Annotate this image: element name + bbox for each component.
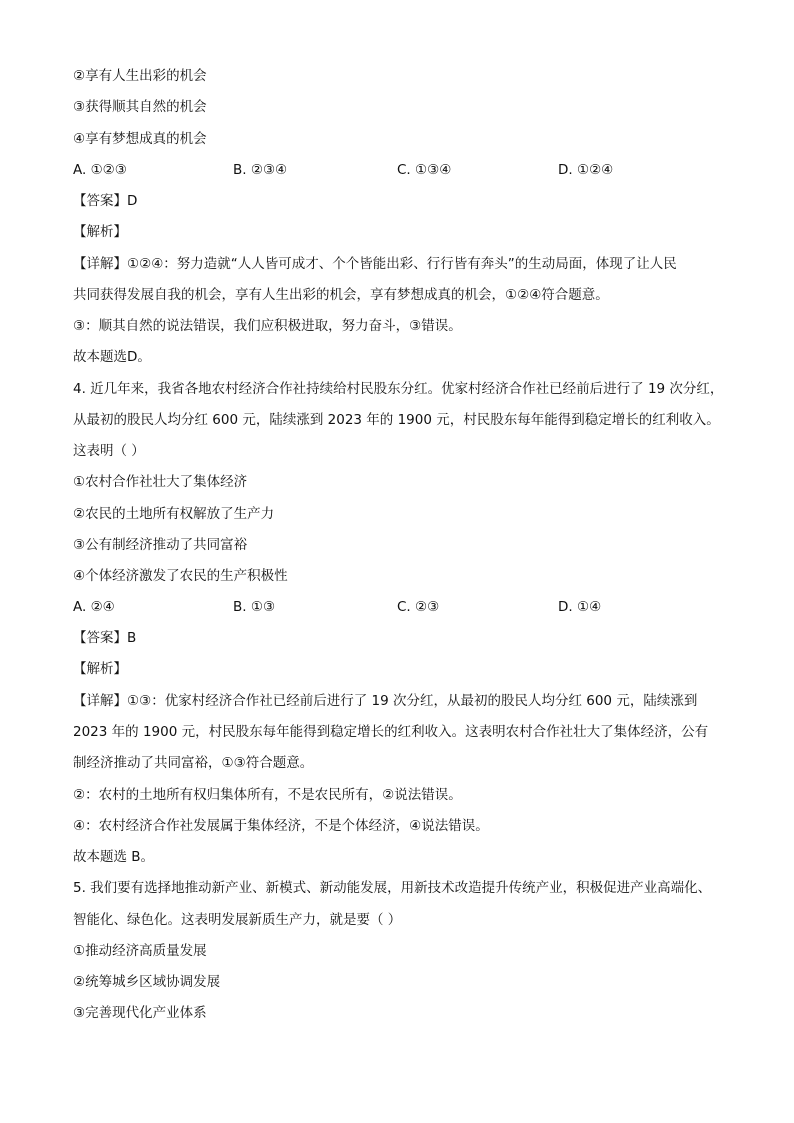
q3-detail-line-3: ③：顺其自然的说法错误，我们应积极进取，努力奋斗，③错误。 (73, 318, 462, 334)
q4-detail-line-2: 2023 年的 1900 元，村民股东每年能得到稳定增长的红利收入。这表明农村合作社壮大了集体经济，公有 (73, 724, 709, 740)
q4-choice-a: A. ②④ (73, 599, 115, 615)
q4-detail-line-4: ②：农村的土地所有权归集体所有，不是农民所有，②说法错误。 (73, 787, 462, 803)
q4-stem-line-2: 从最初的股民人均分红 600 元，陆续涨到 2023 年的 1900 元，村民股东每年能得到稳定增长的红利收入。 (73, 412, 720, 428)
q3-option-2: ②享有人生出彩的机会 (73, 68, 207, 84)
q3-answer: 【答案】D (73, 193, 138, 209)
q3-analysis-label: 【解析】 (73, 224, 127, 240)
q5-stem-line-1: 5. 我们要有选择地推动新产业、新模式、新动能发展，用新技术改造提升传统产业，积极促进产业高端化、 (73, 880, 712, 896)
q3-option-4: ④享有梦想成真的机会 (73, 131, 207, 147)
q5-stem-line-2: 智能化、绿色化。这表明发展新质生产力，就是要（ ） (73, 912, 402, 928)
q3-choice-d: D. ①②④ (558, 162, 614, 178)
q3-detail-line-1: 【详解】①②④：努力造就“人人皆可成才、个个皆能出彩、行行皆有奔头”的生动局面，体现了让人民 (73, 256, 677, 272)
q3-conclusion: 故本题选D。 (73, 349, 151, 365)
q4-option-2: ②农民的土地所有权解放了生产力 (73, 506, 275, 522)
q4-choice-b: B. ①③ (233, 599, 276, 615)
q4-detail-line-5: ④：农村经济合作社发展属于集体经济，不是个体经济，④说法错误。 (73, 818, 489, 834)
q5-option-3: ③完善现代化产业体系 (73, 1005, 207, 1021)
q4-conclusion: 故本题选 B。 (73, 849, 155, 865)
q3-option-3: ③获得顺其自然的机会 (73, 99, 207, 115)
q3-detail-line-2: 共同获得发展自我的机会，享有人生出彩的机会，享有梦想成真的机会，①②④符合题意。 (73, 287, 609, 303)
q4-option-1: ①农村合作社壮大了集体经济 (73, 474, 248, 490)
q4-option-3: ③公有制经济推动了共同富裕 (73, 537, 248, 553)
q4-choice-d: D. ①④ (558, 599, 602, 615)
q4-stem-line-3: 这表明（ ） (73, 443, 145, 459)
q3-choice-c: C. ①③④ (397, 162, 452, 178)
q3-choice-a: A. ①②③ (73, 162, 127, 178)
q4-detail-line-1: 【详解】①③：优家村经济合作社已经前后进行了 19 次分红，从最初的股民人均分红 600 元，陆续涨到 (73, 693, 698, 709)
q4-detail-line-3: 制经济推动了共同富裕，①③符合题意。 (73, 755, 314, 771)
q3-choice-b: B. ②③④ (233, 162, 288, 178)
q4-stem-line-1: 4. 近几年来，我省各地农村经济合作社持续给村民股东分红。优家村经济合作社已经前后进行了 19 次分红， (73, 381, 724, 397)
q4-analysis-label: 【解析】 (73, 661, 127, 677)
q5-option-1: ①推动经济高质量发展 (73, 943, 207, 959)
q5-option-2: ②统筹城乡区域协调发展 (73, 974, 221, 990)
q4-answer: 【答案】B (73, 630, 137, 646)
q4-choice-c: C. ②③ (397, 599, 440, 615)
q4-option-4: ④个体经济激发了农民的生产积极性 (73, 568, 288, 584)
